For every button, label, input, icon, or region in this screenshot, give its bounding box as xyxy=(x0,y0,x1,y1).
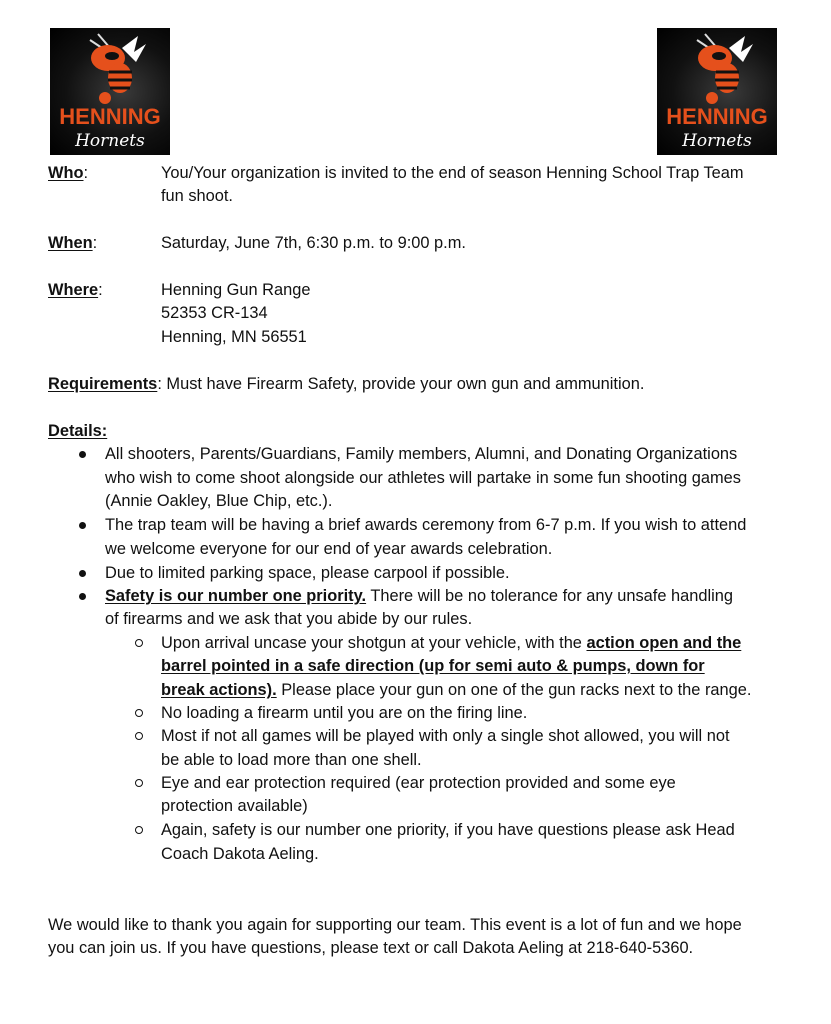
details-bullet-text: (Annie Oakley, Blue Chip, etc.). xyxy=(105,492,333,510)
who-text: You/Your organization is invited to the end of season Henning School Trap Team xyxy=(161,164,744,182)
when-text: Saturday, June 7th, 6:30 p.m. to 9:00 p.m. xyxy=(161,234,466,252)
bullet-icon xyxy=(79,593,86,600)
sub-bullet-text: protection available) xyxy=(161,797,308,815)
sub-bullet-text: Eye and ear protection required (ear protection provided and some eye xyxy=(161,774,676,792)
logo-text-henning: HENNING xyxy=(59,104,161,129)
where-city: Henning, MN 56551 xyxy=(161,328,307,346)
closing-text: We would like to thank you again for supporting our team. This event is a lot of fun and we hope xyxy=(48,916,742,934)
sub-emphasis: break actions). xyxy=(161,681,277,699)
sub-bullet-text xyxy=(161,680,751,700)
details-heading: Details: xyxy=(48,422,108,440)
sub-bullet-text: Coach Dakota Aeling. xyxy=(161,845,319,863)
hornet-mascot-icon xyxy=(657,28,777,106)
bullet-icon xyxy=(79,570,86,577)
where-label: Where: xyxy=(48,281,103,299)
when-label-text: When xyxy=(48,234,93,252)
logo-text-hornets: Hornets xyxy=(75,131,145,151)
requirements-text: : Must have Firearm Safety, provide your own gun and ammunition. xyxy=(157,375,645,393)
when-label: When: xyxy=(48,234,98,252)
sub-emphasis: barrel pointed in a safe direction (up for semi auto & pumps, down for xyxy=(161,657,705,675)
details-bullet-text: who wish to come shoot alongside our athletes will partake in some fun shooting games xyxy=(105,469,741,487)
bullet-icon xyxy=(79,451,86,458)
safety-text: There will be no tolerance for any unsafe handling xyxy=(366,587,733,605)
sub-bullet-icon xyxy=(135,732,143,740)
sub-bullet-text xyxy=(161,633,741,653)
where-street: 52353 CR-134 xyxy=(161,304,268,322)
sub-bullet-icon xyxy=(135,639,143,647)
sub-bullet-icon xyxy=(135,709,143,717)
sub-bullet-text: Most if not all games will be played with only a single shot allowed, you will not xyxy=(161,727,730,745)
who-label-text: Who xyxy=(48,164,84,182)
sub-bullet-text: No loading a firearm until you are on the firing line. xyxy=(161,704,528,722)
details-bullet-safety xyxy=(105,586,733,606)
closing-text: you can join us. If you have questions, please text or call Dakota Aeling at 218-640-5360. xyxy=(48,939,694,957)
logo-text-henning: HENNING xyxy=(666,104,768,129)
sub-bullet-icon xyxy=(135,826,143,834)
hornet-mascot-icon xyxy=(50,28,170,106)
requirements-label: Requirements xyxy=(48,375,158,393)
sub-bullet-text: Again, safety is our number one priority, if you have questions please ask Head xyxy=(161,821,735,839)
where-label-text: Where xyxy=(48,281,99,299)
who-text: fun shoot. xyxy=(161,187,233,205)
details-bullet-text: Due to limited parking space, please carpool if possible. xyxy=(105,564,510,582)
sub-text: Upon arrival uncase your shotgun at your vehicle, with the xyxy=(161,634,587,652)
details-bullet-text: of firearms and we ask that you abide by our rules. xyxy=(105,610,473,628)
safety-emphasis: Safety is our number one priority. xyxy=(105,587,367,605)
details-bullet-text: we welcome everyone for our end of year awards celebration. xyxy=(105,540,553,558)
logo-text-hornets: Hornets xyxy=(682,131,752,151)
sub-bullet-icon xyxy=(135,779,143,787)
details-bullet-text: All shooters, Parents/Guardians, Family members, Alumni, and Donating Organizations xyxy=(105,445,738,463)
who-label: Who: xyxy=(48,164,89,182)
sub-emphasis: action open and the xyxy=(586,634,742,652)
details-bullet-text: The trap team will be having a brief awards ceremony from 6-7 p.m. If you wish to attend xyxy=(105,516,747,534)
sub-bullet-text: be able to load more than one shell. xyxy=(161,751,422,769)
where-venue: Henning Gun Range xyxy=(161,281,311,299)
requirements xyxy=(48,374,644,394)
bullet-icon xyxy=(79,522,86,529)
sub-text: Please place your gun on one of the gun racks next to the range. xyxy=(276,681,752,699)
henning-hornets-logo-left xyxy=(50,28,170,155)
henning-hornets-logo-right xyxy=(657,28,777,155)
